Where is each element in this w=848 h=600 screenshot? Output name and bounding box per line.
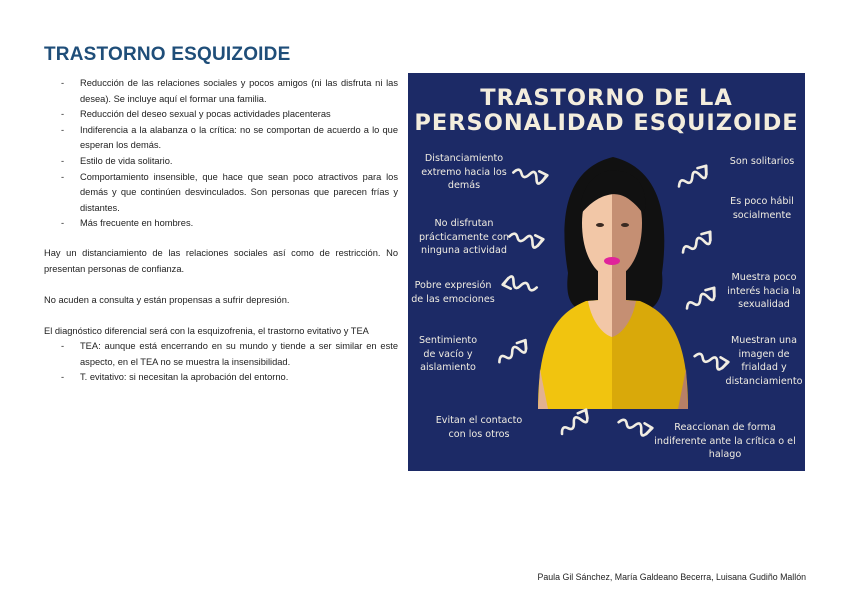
list-item: - Indiferencia a la alabanza o la crítica: no se comportan de acuerdo a lo que esperan los demás. <box>44 123 398 154</box>
paragraph-distancing: Hay un distanciamiento de las relaciones sociales así como de restricción. No presentan personas de confianza. <box>44 248 398 274</box>
label-solitarios: Son solitarios <box>729 156 795 167</box>
squiggle-arrow-icon <box>502 274 537 296</box>
squiggle-arrow-icon <box>495 339 530 364</box>
label-distanciamiento: Distanciamiento extremo hacia los demás <box>421 153 507 192</box>
differential-list <box>44 339 398 386</box>
label-interes-sexualidad: Muestra poco interés hacia la sexualidad <box>727 272 801 311</box>
squiggle-arrow-icon <box>679 231 714 254</box>
poster-title-line-2: PERSONALIDAD ESQUIZOIDE <box>414 110 799 136</box>
page-heading: TRASTORNO ESQUIZOIDE <box>44 44 291 65</box>
list-item: - Reducción de las relaciones sociales y pocos amigos (ni las disfruta ni las desea). Se incluye aquí el formar una familia. <box>44 76 398 107</box>
paragraph-depression: No acuden a consulta y están propensas a sufrir depresión. <box>44 295 290 305</box>
symptom-list <box>44 76 398 232</box>
list-item: - Comportamiento insensible, que hace que sean poco atractivos para los demás y que continúen desvinculados. Son personas que parecen frías y distantes. <box>44 170 398 217</box>
squiggle-arrow-icon <box>675 165 710 188</box>
label-reaccionan: Reaccionan de forma indiferente ante la crítica o el halago <box>654 422 796 461</box>
list-item: - Estilo de vida solitario. <box>44 154 398 170</box>
poster-title-line-1: TRASTORNO DE LA <box>480 85 733 111</box>
label-pobre-expresion: Pobre expresión de las emociones <box>411 280 495 305</box>
label-frialdad: Muestran una imagen de frialdad y distanciamiento <box>725 335 803 387</box>
infographic-poster <box>408 73 805 471</box>
paragraph-differential: El diagnóstico diferencial será con la esquizofrenia, el trastorno evitativo y TEA <box>44 326 369 336</box>
label-no-disfrutan: No disfrutan prácticamente con ninguna actividad <box>418 218 510 257</box>
list-item: - Reducción del deseo sexual y pocas actividades placenteras <box>44 107 398 123</box>
list-item: - Más frecuente en hombres. <box>44 216 398 232</box>
label-poco-habil: Es poco hábil socialmente <box>730 196 794 221</box>
list-item: - T. evitativo: si necesitan la aprobación del entorno. <box>44 370 398 386</box>
squiggle-arrow-icon <box>683 287 718 310</box>
authors-footer: Paula Gil Sánchez, María Galdeano Becerra, Luisana Gudiño Mallón <box>537 572 806 582</box>
list-item: - TEA: aunque está encerrando en su mundo y tiende a ser similar en este aspecto, en el TEA no se muestra la insensibilidad. <box>44 339 398 370</box>
squiggle-arrow-icon <box>513 163 548 185</box>
squiggle-arrow-icon <box>618 413 653 438</box>
label-sentimiento: Sentimiento de vacío y aislamiento <box>418 335 478 374</box>
label-evitan-contacto: Evitan el contacto con los otros <box>435 415 523 440</box>
squiggle-arrow-icon <box>557 409 592 436</box>
